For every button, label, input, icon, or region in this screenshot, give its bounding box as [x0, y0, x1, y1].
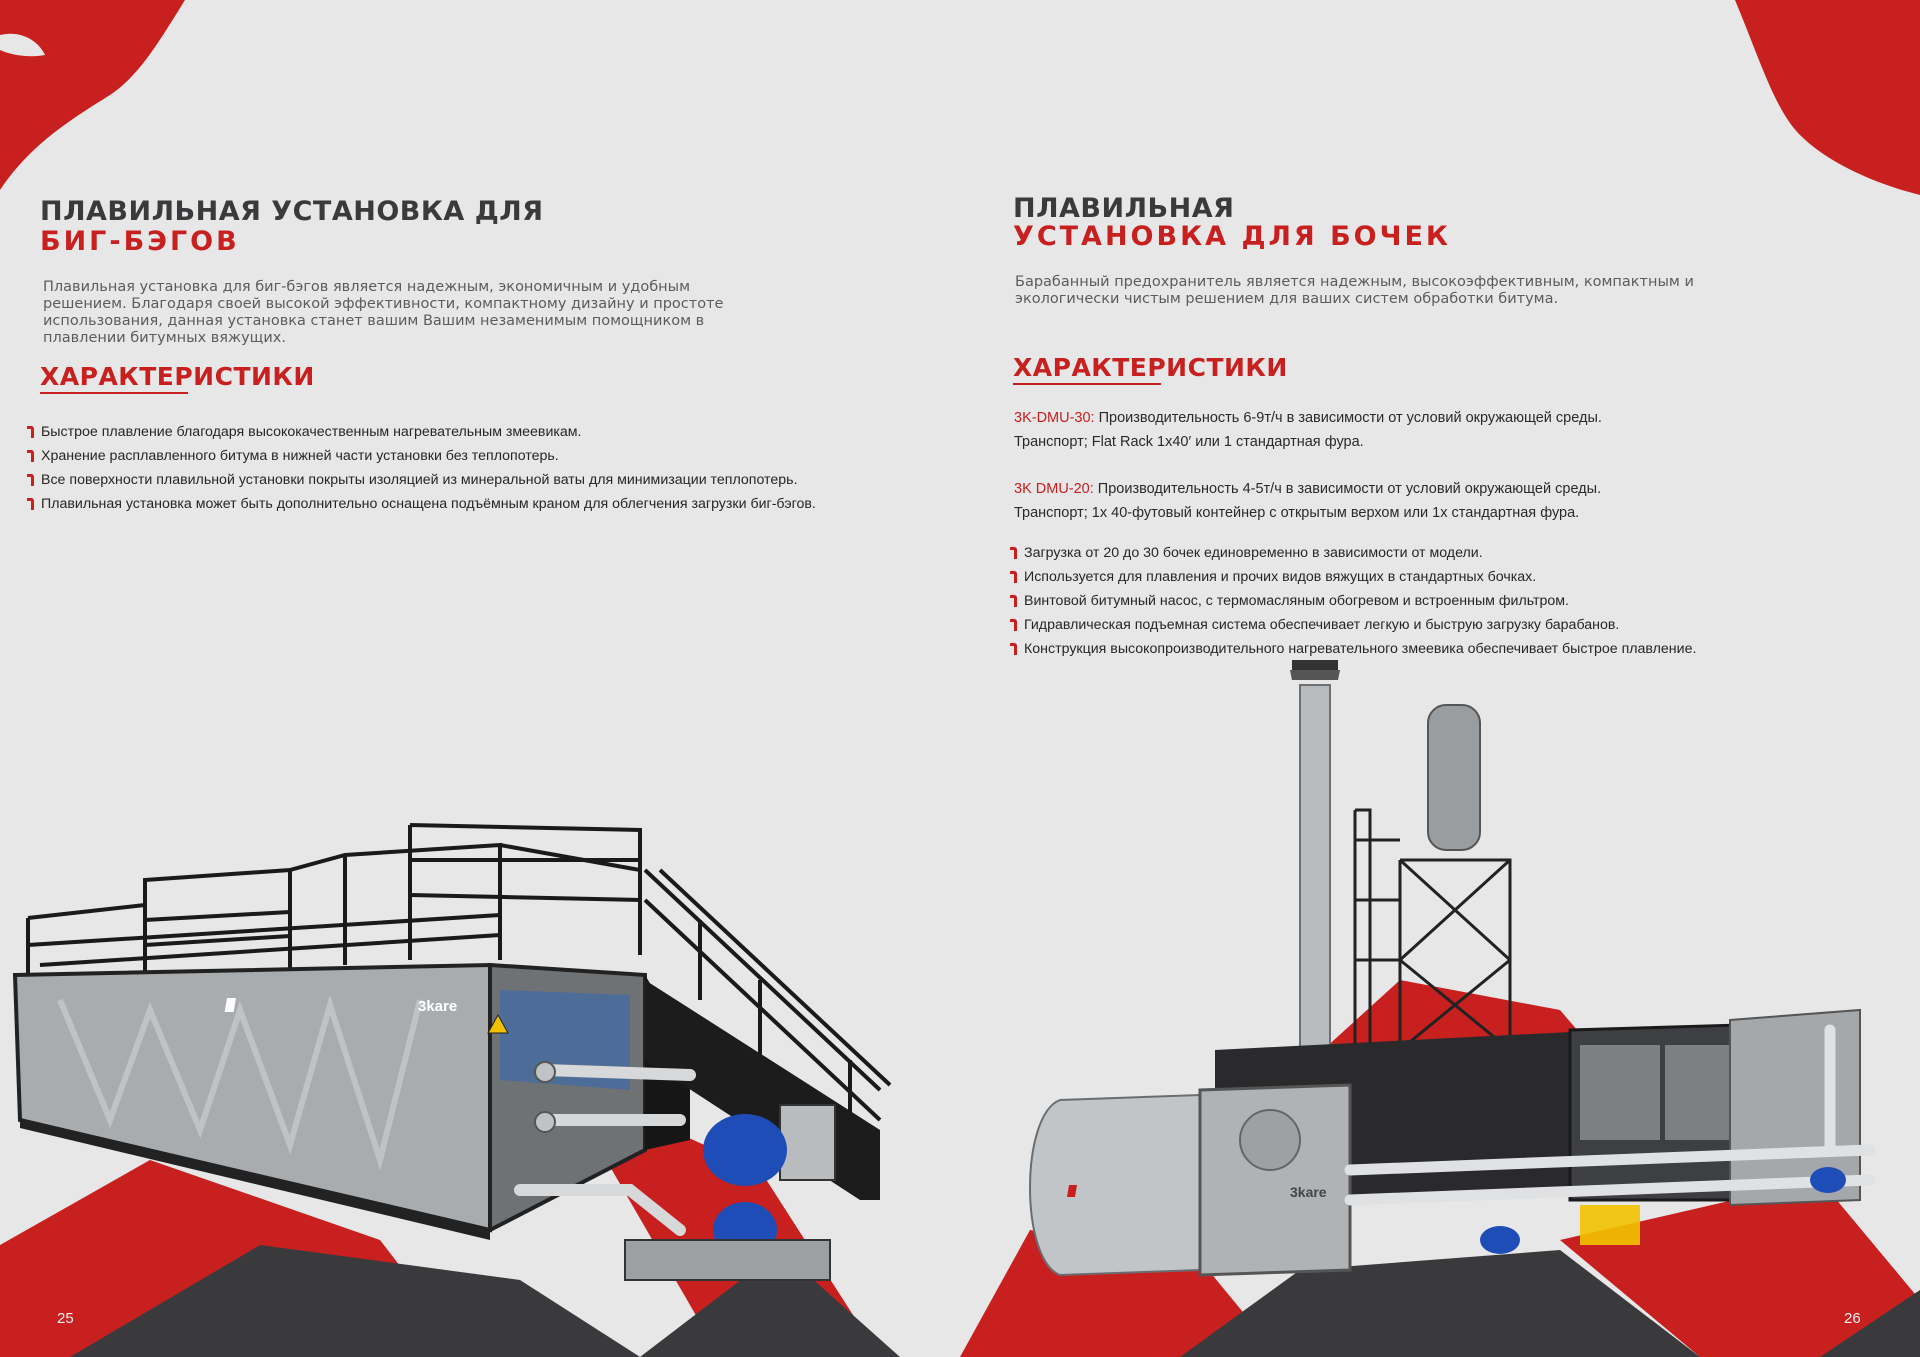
list-item: Конструкция высокопроизводительного нагревательного змеевика обеспечивает быстрое плавление. — [1010, 637, 1890, 661]
model-name: 3K-DMU-30: — [1014, 410, 1095, 426]
right-page — [960, 0, 1920, 1357]
left-title-line2: БИГ-БЭГОВ — [40, 226, 240, 257]
right-description-line: экологически чистым решением для ваших систем обработки битума. — [1015, 291, 1559, 307]
model-transport: Транспорт; Flat Rack 1x40′ или 1 стандартная фура. — [1014, 434, 1364, 450]
list-item: Хранение расплавленного битума в нижней части установки без теплопотерь. — [27, 444, 857, 468]
list-item: Используется для плавления и прочих видов вяжущих в стандартных бочках. — [1010, 565, 1890, 589]
list-item: Загрузка от 20 до 30 бочек единовременно в зависимости от модели. — [1010, 541, 1890, 565]
list-item: Все поверхности плавильной установки покрыты изоляцией из минеральной ваты для минимизации теплопотерь. — [27, 468, 857, 492]
brand-logo: 3kare — [418, 998, 458, 1015]
left-title-line1: ПЛАВИЛЬНАЯ УСТАНОВКА ДЛЯ — [40, 196, 544, 227]
left-description-line: использования, данная установка станет вашим Вашим незаменимым помощником в — [43, 313, 705, 329]
list-item: Винтовой битумный насос, с термомасляным обогревом и встроенным фильтром. — [1010, 589, 1890, 613]
right-title-line2: УСТАНОВКА ДЛЯ БОЧЕК — [1013, 221, 1451, 252]
list-item: Гидравлическая подъемная система обеспечивает легкую и быструю загрузку барабанов. — [1010, 613, 1890, 637]
list-item: Быстрое плавление благодаря высококачественным нагревательным змеевикам. — [27, 420, 857, 444]
left-description-line: плавлении битумных вяжущих. — [43, 330, 286, 346]
left-description-line: Плавильная установка для биг-бэгов является надежным, экономичным и удобным — [43, 279, 691, 295]
page-number: 26 — [1844, 1310, 1861, 1327]
right-title-line1: ПЛАВИЛЬНАЯ — [1013, 193, 1235, 224]
left-features-heading: ХАРАКТЕРИСТИКИ — [40, 362, 315, 391]
drum-melter-photo — [960, 0, 1920, 1357]
brand-logo: 3kare — [1290, 1184, 1327, 1200]
model-spec-line: 3K-DMU-30: Производительность 6-9т/ч в зависимости от условий окружающей среды. — [1014, 410, 1602, 426]
left-description-line: решением. Благодаря своей высокой эффективности, компактному дизайну и простоте — [43, 296, 724, 312]
list-item: Плавильная установка может быть дополнительно оснащена подъёмным краном для облегчения загрузки биг-бэгов. — [27, 492, 857, 516]
model-name: 3K DMU-20: — [1014, 481, 1094, 497]
page-number: 25 — [57, 1310, 74, 1327]
right-features-heading: ХАРАКТЕРИСТИКИ — [1013, 353, 1288, 382]
model-transport: Транспорт; 1x 40-футовый контейнер с открытым верхом или 1x стандартная фура. — [1014, 505, 1580, 521]
model-spec-line: 3K DMU-20: Производительность 4-5т/ч в зависимости от условий окружающей среды. — [1014, 481, 1602, 497]
right-description-line: Барабанный предохранитель является надежным, высокоэффективным, компактным и — [1015, 274, 1694, 290]
